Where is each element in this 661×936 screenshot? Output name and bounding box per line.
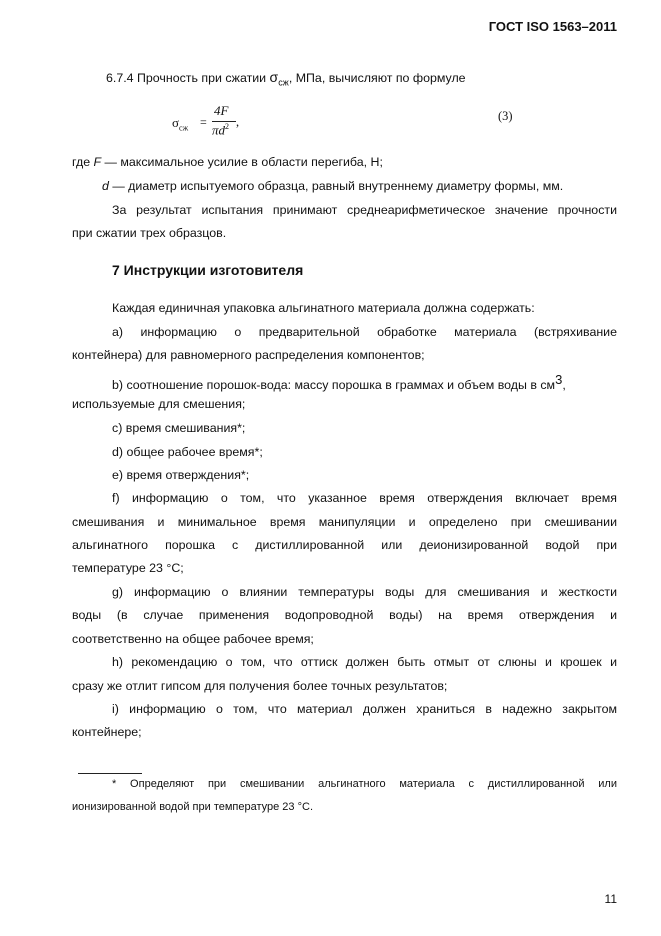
item-e: е) время отверждения*; xyxy=(112,468,250,482)
formula-denominator: $\pi d^2$ xyxy=(212,122,230,138)
formula-equals: = xyxy=(200,115,207,129)
footnote-separator xyxy=(78,773,142,774)
page-number: 11 xyxy=(604,892,617,906)
item-b-line-2: используемые для смешения; xyxy=(72,397,246,411)
sigma-subscript: сж xyxy=(278,77,289,88)
where-f-line: где F — максимальное усилие в области перегиба, Н; xyxy=(72,155,383,169)
where-d-line: d — диаметр испытуемого образца, равный внутреннему диаметру формы, мм. xyxy=(102,179,564,193)
footnote-line-1: * Определяют при смешивании альгинатного материала с дистиллированной или xyxy=(112,778,617,790)
item-g-line-1: g) информацию о влиянии температуры воды для смешивания и жесткости xyxy=(112,585,617,599)
formula-number: (3) xyxy=(498,109,513,123)
item-a-line-2: контейнера) для равномерного распределения компонентов; xyxy=(72,348,425,362)
document-header: ГОСТ ISO 1563–2011 xyxy=(488,19,617,34)
cm3-superscript: 3 xyxy=(555,372,563,387)
section-674-suffix: , МПа, вычисляют по формуле xyxy=(288,71,466,85)
result-line-1: За результат испытания принимают среднеарифметическое значение прочности xyxy=(112,203,617,217)
section-674-prefix: 6.7.4 Прочность при сжатии xyxy=(106,71,270,85)
item-a-line-1: а) информацию о предварительной обработке материала (встряхивание xyxy=(112,325,617,339)
item-f-line-2: смешивания и минимальное время манипуляции и определено при смешивании xyxy=(72,515,617,529)
section-674-line xyxy=(106,69,466,87)
item-d: d) общее рабочее время*; xyxy=(112,445,263,459)
item-h-line-1: h) рекомендацию о том, что оттиск должен быть отмыт от слюны и крошек и xyxy=(112,655,617,669)
var-d: d xyxy=(102,179,109,193)
item-h-line-2: сразу же отлит гипсом для получения более точных результатов; xyxy=(72,679,448,693)
formula-lhs: $\sigma_{сж}$ xyxy=(172,115,189,133)
item-f-line-1: f) информацию о том, что указанное время отверждения включает время xyxy=(112,491,617,505)
item-g-line-3: соответственно на общее рабочее время; xyxy=(72,632,314,646)
item-i-line-2: контейнере; xyxy=(72,725,142,739)
item-f-line-3: альгинатного порошка с дистиллированной или деионизированной водой при xyxy=(72,538,617,552)
item-f-line-4: температуре 23 °С; xyxy=(72,561,184,575)
result-line-2: при сжатии трех образцов. xyxy=(72,226,227,240)
item-g-line-2: воды (в случае применения водопроводной воды) на время отверждения и xyxy=(72,608,617,622)
var-f: F xyxy=(93,155,102,169)
sigma-symbol: σ xyxy=(269,69,279,85)
section-7-intro: Каждая единичная упаковка альгинатного материала должна содержать: xyxy=(112,301,535,315)
item-c: с) время смешивания*; xyxy=(112,421,246,435)
footnote-line-2: ионизированной водой при температуре 23 °С. xyxy=(72,801,314,813)
item-b-line-1: b) соотношение порошок-вода: массу порошка в граммах и объем воды в $см^3$, xyxy=(112,372,566,393)
formula-comma: , xyxy=(236,115,240,129)
section-7-heading: 7 Инструкции изготовителя xyxy=(112,262,304,278)
item-i-line-1: i) информацию о том, что материал должен храниться в надежно закрытом xyxy=(112,702,617,716)
formula-numerator: 4F xyxy=(214,103,229,118)
